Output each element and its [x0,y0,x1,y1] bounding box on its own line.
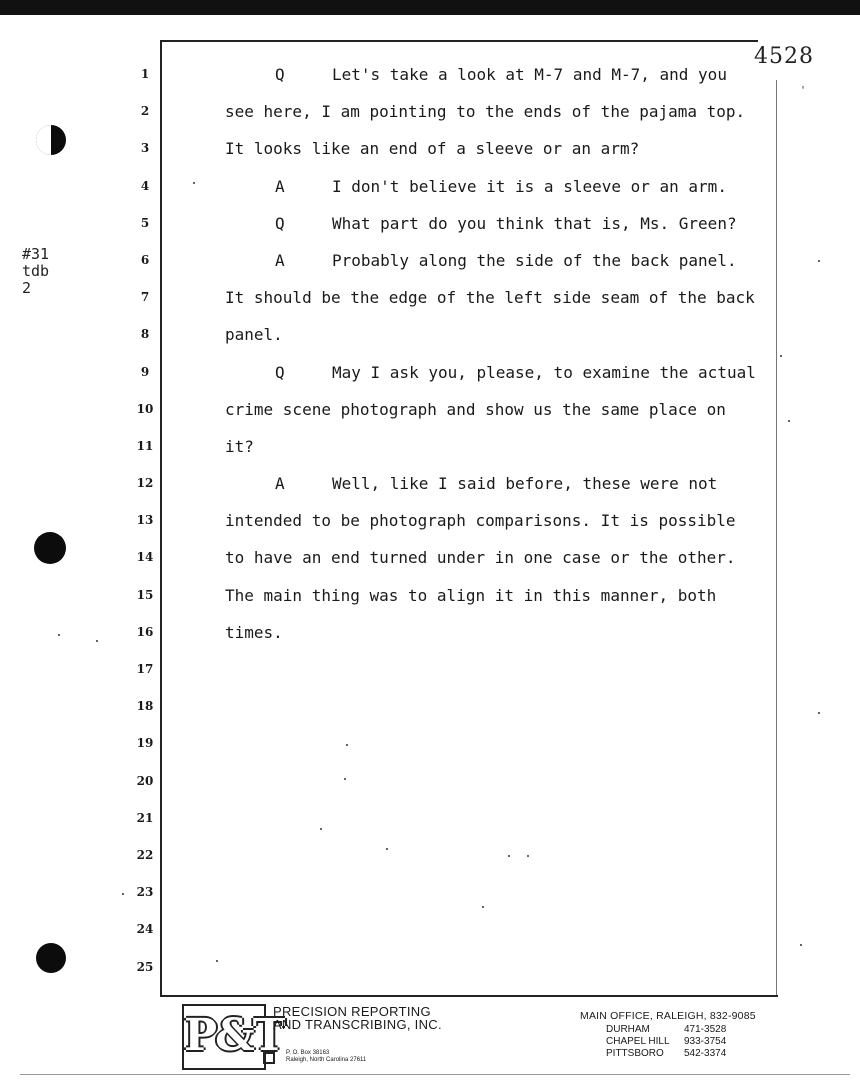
scan-speck [386,848,388,850]
transcript-line [225,729,765,766]
office-row [580,1047,756,1059]
page-frame-bottom-rule [160,995,778,997]
line-text: It should be the edge of the left side seam of the back [225,288,755,308]
scan-speck [527,855,529,857]
line-number: 7 [140,290,150,305]
office-row [580,1035,756,1047]
line-number: 17 [136,662,154,676]
line-text: Well, like I said before, these were not [332,474,718,494]
transcript-line [225,953,765,990]
line-number: 18 [136,699,154,714]
line-text: The main thing was to align it in this manner, both [225,585,717,605]
company-name-line: AND TRANSCRIBING, INC. [273,1017,442,1032]
line-text: to have an end turned under in one case or the other. [225,548,736,568]
scan-speck [344,778,346,780]
transcript-line [225,692,765,729]
transcript-line [225,804,765,841]
speaker-label: A [275,176,285,196]
scan-speck [58,634,60,636]
line-number: 9 [140,364,150,379]
line-number: 13 [136,513,154,528]
side-note-line: 2 [22,279,32,297]
page-frame-left-rule [160,40,162,997]
line-text: see here, I am pointing to the ends of the pajama top. [225,102,746,122]
line-number: 5 [140,215,150,230]
office-city: CHAPEL HILL [606,1036,670,1047]
line-number: 8 [140,327,150,342]
transcript-line [225,320,765,357]
transcript-line [225,878,765,915]
scan-speck [780,355,782,357]
line-text: I don't believe it is a sleeve or an arm. [332,176,727,196]
page-number: 4528 [754,44,814,69]
footer-rule [20,1074,850,1075]
line-number-column [132,60,158,990]
scan-speck [320,828,322,830]
transcript-line [225,841,765,878]
scan-speck [482,906,484,908]
line-number: 16 [136,624,154,639]
line-number: 6 [140,252,150,267]
scan-speck [788,420,790,422]
line-text: May I ask you, please, to examine the actual [332,362,756,382]
transcript-line [225,358,765,395]
line-number: 12 [136,476,154,491]
line-number: 20 [136,773,154,788]
office-city: PITTSBORO [606,1048,664,1059]
company-logo: P&T [182,1004,266,1070]
line-text: What part do you think that is, Ms. Green? [332,213,737,233]
transcript-line [225,618,765,655]
binder-hole-middle [34,532,66,564]
transcript-line [225,246,765,283]
transcript-line [225,767,765,804]
transcript-line [225,209,765,246]
page-frame-right-rule [776,80,777,995]
scan-speck [216,960,218,962]
office-phone: 542-3374 [684,1048,727,1059]
speaker-label: Q [275,213,285,233]
scan-speck [122,893,124,895]
line-number: 3 [140,141,150,156]
binder-hole-bottom [36,943,66,973]
binder-hole-top [36,125,66,155]
top-border [0,0,860,15]
transcript-line [225,581,765,618]
line-number: 14 [136,550,154,565]
line-number: 22 [136,847,154,862]
side-note-line: #31 [22,245,50,263]
scan-speck [800,944,802,946]
logo-square-mark [263,1052,275,1064]
line-text: Let's take a look at M-7 and M-7, and you [332,65,727,84]
speaker-label: A [275,474,285,494]
scan-speck [346,744,348,746]
transcript-line [225,655,765,692]
scan-speck [818,260,820,262]
line-text: Probably along the side of the back panel. [332,250,737,270]
line-number: 1 [140,67,150,81]
line-text: It looks like an end of a sleeve or an arm? [225,139,640,159]
line-number: 24 [136,922,154,937]
side-margin-note [22,246,49,297]
line-number: 23 [136,885,154,900]
side-note-line: tdb [22,262,50,280]
transcript-line [225,915,765,952]
line-text: intended to be photograph comparisons. It is possible [225,511,736,531]
transcript-line [225,60,765,97]
transcript-line [225,432,765,469]
po-city-line: Raleigh, North Carolina 27611 [286,1057,367,1063]
speaker-label: A [275,250,285,270]
office-city: DURHAM [606,1024,650,1035]
line-number: 21 [136,810,154,825]
scan-speck [818,712,820,714]
line-text: panel. [225,325,283,345]
transcript-line [225,395,765,432]
line-number: 2 [140,104,150,119]
office-phone: 933-3754 [684,1036,727,1047]
line-number: 19 [136,736,154,751]
office-listing [580,1010,756,1059]
page-tick-mark: ' [800,85,807,96]
transcript-line [225,134,765,171]
transcript-line [225,506,765,543]
transcript-body [225,60,765,990]
speaker-label: Q [275,362,285,382]
line-number: 4 [140,178,150,193]
line-number: 10 [136,401,154,416]
main-office: MAIN OFFICE, RALEIGH, 832-9085 [580,1010,756,1022]
page-frame-top-rule [160,40,758,42]
office-phone: 471-3528 [684,1024,727,1035]
transcript-line [225,172,765,209]
scan-speck [96,640,98,642]
line-text: it? [225,436,254,456]
line-number: 25 [136,959,154,974]
company-name [273,1005,442,1031]
scan-speck [508,855,510,857]
po-box-address [286,1050,366,1064]
transcript-line [225,543,765,580]
transcript-line [225,97,765,134]
line-number: 15 [136,587,154,602]
line-text: crime scene photograph and show us the same place on [225,399,726,419]
scan-speck [193,182,195,184]
office-row [580,1023,756,1035]
line-number: 11 [136,438,154,453]
line-text: times. [225,622,283,642]
speaker-label: Q [275,65,285,84]
po-box-line: P. O. Box 38163 [286,1050,330,1056]
transcript-line [225,469,765,506]
company-name-line: PRECISION REPORTING [273,1004,431,1019]
transcript-line [225,283,765,320]
